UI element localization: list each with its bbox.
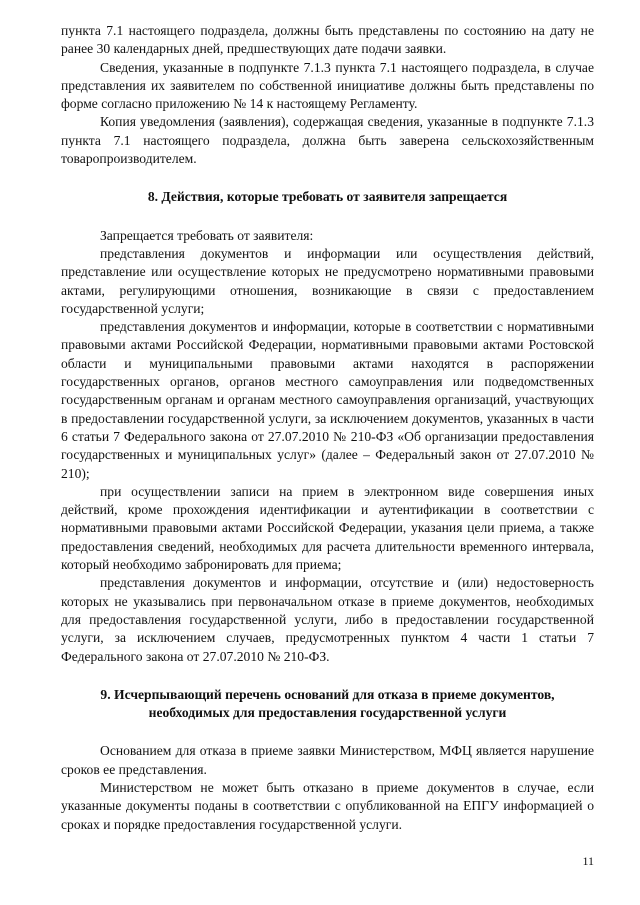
paragraph: представления документов и информации, которые в соответствии с нормативными правовыми актами Российской Федерации, нормативными правовыми актами Ростовской области и муниципальными правовыми актами находятся в распоряжении государственных органов, органов местного самоуправления или подведомственных государственным органам и органам местного самоуправления организаций, участвующих в предоставлении государственной услуги, за исключением документов, указанных в части 6 статьи 7 Федерального закона от 27.07.2010 № 210-ФЗ «Об организации предоставления государственных и муниципальных услуг» (далее – Федеральный закон от 27.07.2010 № 210); [61, 319, 594, 481]
page-number: 11 [582, 854, 594, 868]
paragraph: Министерством не может быть отказано в приеме документов в случае, если указанные документы поданы в соответствии с опубликованной на ЕПГУ информацией о сроках и порядке предоставления государственной услуги. [61, 779, 594, 832]
paragraph: представления документов и информации или осуществления действий, представление или осуществление которых не предусмотрено нормативными правовыми актами, регулирующими отношения, возникающие в связи с предоставлением государственной услуги; [61, 245, 594, 316]
paragraph: Запрещается требовать от заявителя: [100, 227, 314, 243]
paragraph: Сведения, указанные в подпункте 7.1.3 пункта 7.1 настоящего подраздела, в случае представления их заявителем по собственной инициативе должны быть представлены по форме согласно приложению № 14 к настоящему Регламенту. [61, 59, 594, 112]
paragraph: при осуществлении записи на прием в электронном виде совершения иных действий, кроме прохождения идентификации и аутентификации в соответствии с нормативными правовыми актами Российской Федерации, указания цели приема, а также предоставления сведений, необходимых для расчета длительности временного интервала, который необходимо забронировать для приема; [61, 483, 594, 573]
section-9-heading-line1: 9. Исчерпывающий перечень оснований для отказа в приеме документов, [100, 686, 555, 702]
paragraph: представления документов и информации, отсутствие и (или) недостоверность которых не указывались при первоначальном отказе в приеме документов, необходимых для предоставления государственной услуги, либо в предоставлении государственной услуги, за исключением случаев, предусмотренных пунктом 4 части 1 статьи 7 Федерального закона от 27.07.2010 № 210-ФЗ. [61, 575, 594, 664]
paragraph: Копия уведомления (заявления), содержащая сведения, указанные в подпункте 7.1.3 пункта 7.1 настоящего подраздела, должна быть заверена сельскохозяйственным товаропроизводителем. [61, 114, 594, 167]
paragraph: пункта 7.1 настоящего подраздела, должны быть представлены по состоянию на дату не ранее 30 календарных дней, предшествующих дате подачи заявки. [61, 23, 594, 57]
section-8-heading: 8. Действия, которые требовать от заявителя запрещается [147, 189, 508, 205]
paragraph: Основанием для отказа в приеме заявки Министерством, МФЦ является нарушение сроков ее представления. [61, 743, 594, 777]
section-9-heading [61, 686, 594, 723]
text-column [61, 22, 594, 834]
section-9-heading-line2: необходимых для предоставления государственной услуги [148, 705, 507, 721]
